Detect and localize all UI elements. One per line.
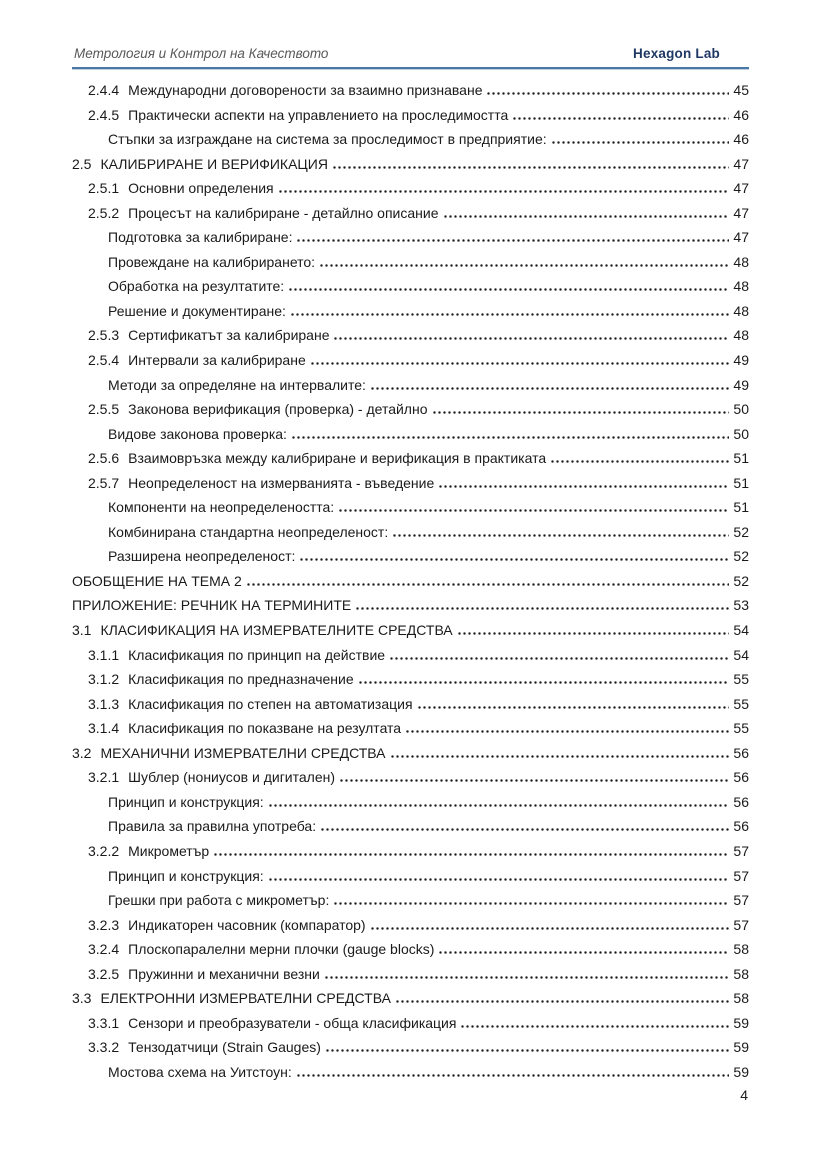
toc-entry[interactable] (72, 176, 749, 201)
toc-leader-dots (370, 927, 729, 930)
toc-entry[interactable] (72, 962, 749, 987)
toc-entry[interactable] (72, 741, 749, 766)
toc-entry[interactable] (72, 569, 749, 594)
toc-entry-title: ОБОБЩЕНИЕ НА ТЕМА 2 (72, 572, 242, 589)
toc-leader-dots (333, 902, 729, 905)
toc-entry-page: 57 (733, 842, 749, 859)
toc-entry-page: 52 (733, 548, 749, 565)
toc-leader-dots (486, 92, 729, 95)
toc-entry-page: 48 (733, 302, 749, 319)
toc-entry-page: 57 (733, 892, 749, 909)
toc-entry-title: Класификация по степен на автоматизация (128, 695, 413, 712)
toc-leader-dots (325, 1049, 729, 1052)
toc-entry-number: 2.5.1 (88, 180, 120, 197)
toc-entry-page: 50 (733, 401, 749, 418)
toc-leader-dots (512, 117, 729, 120)
toc-entry-number: 2.5 (72, 155, 92, 172)
toc-entry-page: 52 (733, 523, 749, 540)
toc-entry[interactable] (72, 913, 749, 938)
toc-entry-page: 45 (733, 82, 749, 98)
toc-entry-page: 49 (733, 376, 749, 393)
toc-leader-dots (438, 485, 729, 488)
toc-entry-number: 3.1.4 (88, 720, 120, 737)
toc-entry-page: 49 (733, 352, 749, 369)
toc-entry-title: КЛАСИФИКАЦИЯ НА ИЗМЕРВАТЕЛНИТЕ СРЕДСТВА (100, 622, 453, 639)
toc-entry-number: 3.1 (72, 622, 92, 639)
toc-leader-dots (355, 607, 729, 610)
toc-entry-page: 47 (733, 204, 749, 221)
toc-entry-page: 46 (733, 106, 749, 123)
toc-entry-page: 55 (733, 695, 749, 712)
toc-entry-title: Сертификатът за калибриране (128, 327, 330, 344)
toc-entry-number: 3.2.5 (88, 965, 120, 982)
toc-leader-dots (296, 239, 729, 242)
toc-entry[interactable] (72, 716, 749, 741)
toc-entry-title: Основни определения (128, 180, 274, 197)
toc-entry-title: Стъпки за изграждане на система за проследимост в предприятие: (108, 131, 547, 148)
toc-entry-title: Тензодатчици (Strain Gauges) (128, 1039, 321, 1056)
toc-entry-page: 48 (733, 278, 749, 295)
header-doc-title: Метрология и Контрол на Качеството (74, 46, 329, 61)
toc-entry[interactable] (72, 299, 749, 324)
toc-entry[interactable] (72, 1035, 749, 1060)
toc-leader-dots (432, 411, 730, 414)
toc-entry-title: Микрометър (128, 842, 210, 859)
toc-entry[interactable] (72, 814, 749, 839)
toc-entry-page: 58 (733, 965, 749, 982)
header-rule (72, 67, 749, 69)
toc-leader-dots (551, 141, 729, 144)
toc-entry[interactable] (72, 667, 749, 692)
toc-entry-page: 59 (733, 1063, 749, 1080)
toc-entry-number: 2.5.7 (88, 474, 120, 491)
toc-entry[interactable] (72, 225, 749, 250)
toc-leader-dots (389, 657, 729, 660)
toc-entry[interactable] (72, 78, 749, 103)
toc-leader-dots (405, 730, 729, 733)
toc-entry-title: Международни договорености за взаимно признаване (128, 82, 483, 98)
toc-entry[interactable] (72, 152, 749, 177)
toc-entry-number: 3.3 (72, 990, 92, 1007)
header-brand: Hexagon Lab (633, 46, 720, 61)
toc-entry-page: 54 (733, 646, 749, 663)
toc-entry-number: 3.2.2 (88, 842, 120, 859)
toc-entry[interactable] (72, 544, 749, 569)
toc-leader-dots (370, 387, 729, 390)
toc-leader-dots (320, 828, 729, 831)
toc-leader-dots (550, 460, 729, 463)
toc-entry[interactable] (72, 201, 749, 226)
toc-leader-dots (268, 804, 729, 807)
toc-entry[interactable] (72, 986, 749, 1011)
toc-entry[interactable] (72, 397, 749, 422)
toc-entry[interactable] (72, 839, 749, 864)
toc-leader-dots (310, 362, 729, 365)
toc-entry-page: 59 (733, 1014, 749, 1031)
toc-entry-title: Разширена неопределеност: (108, 548, 296, 565)
toc-entry[interactable] (72, 520, 749, 545)
toc-entry-page: 55 (733, 720, 749, 737)
toc-leader-dots (358, 681, 729, 684)
toc-entry[interactable] (72, 618, 749, 643)
toc-entry-number: 2.4.5 (88, 106, 120, 123)
toc-entry[interactable] (72, 643, 749, 668)
toc-entry-title: Класификация по принцип на действие (128, 646, 386, 663)
toc-entry-page: 53 (733, 597, 749, 614)
toc-entry[interactable] (72, 471, 749, 496)
toc-entry[interactable] (72, 765, 749, 790)
toc-entry[interactable] (72, 864, 749, 889)
toc-leader-dots (319, 264, 729, 267)
toc-entry-title: Класификация по предназначение (128, 671, 354, 688)
toc-entry-page: 56 (733, 818, 749, 835)
toc-leader-dots (457, 632, 729, 635)
toc-entry[interactable] (72, 446, 749, 471)
toc-leader-dots (296, 1074, 729, 1077)
toc-entry-title: Интервали за калибриране (128, 352, 306, 369)
toc-entry-title: Методи за определяне на интервалите: (108, 376, 366, 393)
toc-entry[interactable] (72, 250, 749, 275)
toc-leader-dots (417, 706, 729, 709)
toc-leader-dots (324, 976, 729, 979)
toc-entry-page: 48 (733, 327, 749, 344)
toc-entry-title: Практически аспекти на управлението на проследимостта (128, 106, 509, 123)
toc-entry-page: 56 (733, 793, 749, 810)
toc-leader-dots (395, 1000, 729, 1003)
toc-entry-title: Плоскопаралелни мерни плочки (gauge blocks) (128, 941, 435, 958)
toc-entry-page: 56 (733, 769, 749, 786)
toc-entry-title: Грешки при работа с микрометър: (108, 892, 330, 909)
toc-entry-title: Обработка на резултатите: (108, 278, 285, 295)
toc-leader-dots (299, 558, 729, 561)
toc-entry[interactable] (72, 1011, 749, 1036)
toc-entry-number: 3.2.3 (88, 916, 120, 933)
toc-leader-dots (338, 509, 729, 512)
toc-entry-number: 2.5.3 (88, 327, 120, 344)
toc-leader-dots (390, 755, 730, 758)
toc-entry-title: МЕХАНИЧНИ ИЗМЕРВАТЕЛНИ СРЕДСТВА (100, 744, 386, 761)
toc-entry-title: ЕЛЕКТРОННИ ИЗМЕРВАТЕЛНИ СРЕДСТВА (100, 990, 391, 1007)
page-header (72, 46, 749, 67)
toc-entry-page: 47 (733, 155, 749, 172)
toc-entry[interactable] (72, 937, 749, 962)
toc-entry-number: 3.1.3 (88, 695, 120, 712)
toc-entry-number: 2.5.2 (88, 204, 120, 221)
toc-entry-page: 46 (733, 131, 749, 148)
toc-leader-dots (438, 951, 729, 954)
toc-entry-title: Процесът на калибриране - детайлно описание (128, 204, 439, 221)
toc-entry-page: 52 (733, 572, 749, 589)
toc-entry-title: Решение и документиране: (108, 302, 286, 319)
toc-leader-dots (278, 190, 729, 193)
toc-entry-number: 2.5.4 (88, 352, 120, 369)
toc-entry-title: Принцип и конструкция: (108, 867, 264, 884)
toc-entry-title: Принцип и конструкция: (108, 793, 264, 810)
toc-entry[interactable] (72, 127, 749, 152)
toc-entry-page: 58 (733, 990, 749, 1007)
toc-entry-number: 3.2.4 (88, 941, 120, 958)
toc-leader-dots (213, 853, 729, 856)
toc-entry-number: 2.4.4 (88, 82, 120, 98)
toc-entry-title: Пружинни и механични везни (128, 965, 320, 982)
toc-entry-page: 57 (733, 916, 749, 933)
toc-entry-title: Шублер (нониусов и дигитален) (128, 769, 336, 786)
toc-leader-dots (288, 288, 729, 291)
toc-entry-page: 55 (733, 671, 749, 688)
toc-entry[interactable] (72, 422, 749, 447)
toc-entry[interactable] (72, 495, 749, 520)
toc-entry-title: Сензори и преобразуватели - обща класификация (128, 1014, 457, 1031)
toc-entry[interactable] (72, 274, 749, 299)
toc-entry-number: 3.3.1 (88, 1014, 120, 1031)
toc-entry-title: Неопределеност на измерванията - въведение (128, 474, 435, 491)
toc-entry[interactable] (72, 790, 749, 815)
toc-leader-dots (290, 313, 729, 316)
toc-entry-number: 2.5.6 (88, 450, 120, 467)
toc-entry-number: 2.5.5 (88, 401, 120, 418)
toc-entry-title: Класификация по показване на резултата (128, 720, 402, 737)
toc-entry-page: 50 (733, 425, 749, 442)
toc-entry-page: 54 (733, 622, 749, 639)
toc-leader-dots (392, 534, 729, 537)
toc-entry-page: 56 (733, 744, 749, 761)
toc-leader-dots (333, 337, 729, 340)
toc-entry-title: Подготовка за калибриране: (108, 229, 293, 246)
toc-entry[interactable] (72, 103, 749, 128)
toc-entry-page: 58 (733, 941, 749, 958)
toc-entry-title: Провеждане на калибрирането: (108, 253, 316, 270)
toc-entry[interactable] (72, 373, 749, 398)
toc-entry-number: 3.1.1 (88, 646, 120, 663)
toc-leader-dots (246, 583, 729, 586)
toc-entry-page: 47 (733, 180, 749, 197)
toc-entry-page: 51 (733, 499, 749, 516)
toc-entry[interactable] (72, 593, 749, 618)
toc-entry-page: 51 (733, 474, 749, 491)
toc-leader-dots (332, 166, 729, 169)
toc-entry-title: Видове законова проверка: (108, 425, 287, 442)
toc-leader-dots (291, 436, 729, 439)
toc-entry-title: Правила за правилна употреба: (108, 818, 317, 835)
toc-entry[interactable] (72, 888, 749, 913)
toc-entry-title: Взаимовръзка между калибриране и верификация в практиката (128, 450, 547, 467)
toc (72, 78, 749, 1084)
toc-entry-title: Компоненти на неопределеността: (108, 499, 335, 516)
page-number: 4 (740, 1087, 748, 1104)
toc-entry-page: 51 (733, 450, 749, 467)
toc-entry-page: 47 (733, 229, 749, 246)
toc-entry-title: КАЛИБРИРАНЕ И ВЕРИФИКАЦИЯ (100, 155, 328, 172)
toc-leader-dots (339, 779, 729, 782)
toc-leader-dots (460, 1025, 729, 1028)
toc-entry-page: 59 (733, 1039, 749, 1056)
toc-leader-dots (268, 878, 729, 881)
toc-entry-title: Мостова схема на Уитстоун: (108, 1063, 292, 1080)
toc-leader-dots (443, 215, 730, 218)
toc-entry-number: 3.2 (72, 744, 92, 761)
toc-entry-title: Индикаторен часовник (компаратор) (128, 916, 366, 933)
toc-entry-number: 3.1.2 (88, 671, 120, 688)
toc-entry[interactable] (72, 348, 749, 373)
toc-entry-title: Законова верификация (проверка) - детайлно (128, 401, 428, 418)
page-content (72, 46, 749, 1105)
toc-entry-page: 48 (733, 253, 749, 270)
toc-entry-title: ПРИЛОЖЕНИЕ: РЕЧНИК НА ТЕРМИНИТЕ (72, 597, 352, 614)
toc-entry-title: Комбинирана стандартна неопределеност: (108, 523, 389, 540)
toc-entry[interactable] (72, 323, 749, 348)
toc-entry-number: 3.3.2 (88, 1039, 120, 1056)
toc-entry-page: 57 (733, 867, 749, 884)
toc-entry-number: 3.2.1 (88, 769, 120, 786)
toc-entry[interactable] (72, 692, 749, 717)
toc-entry[interactable] (72, 1060, 749, 1085)
